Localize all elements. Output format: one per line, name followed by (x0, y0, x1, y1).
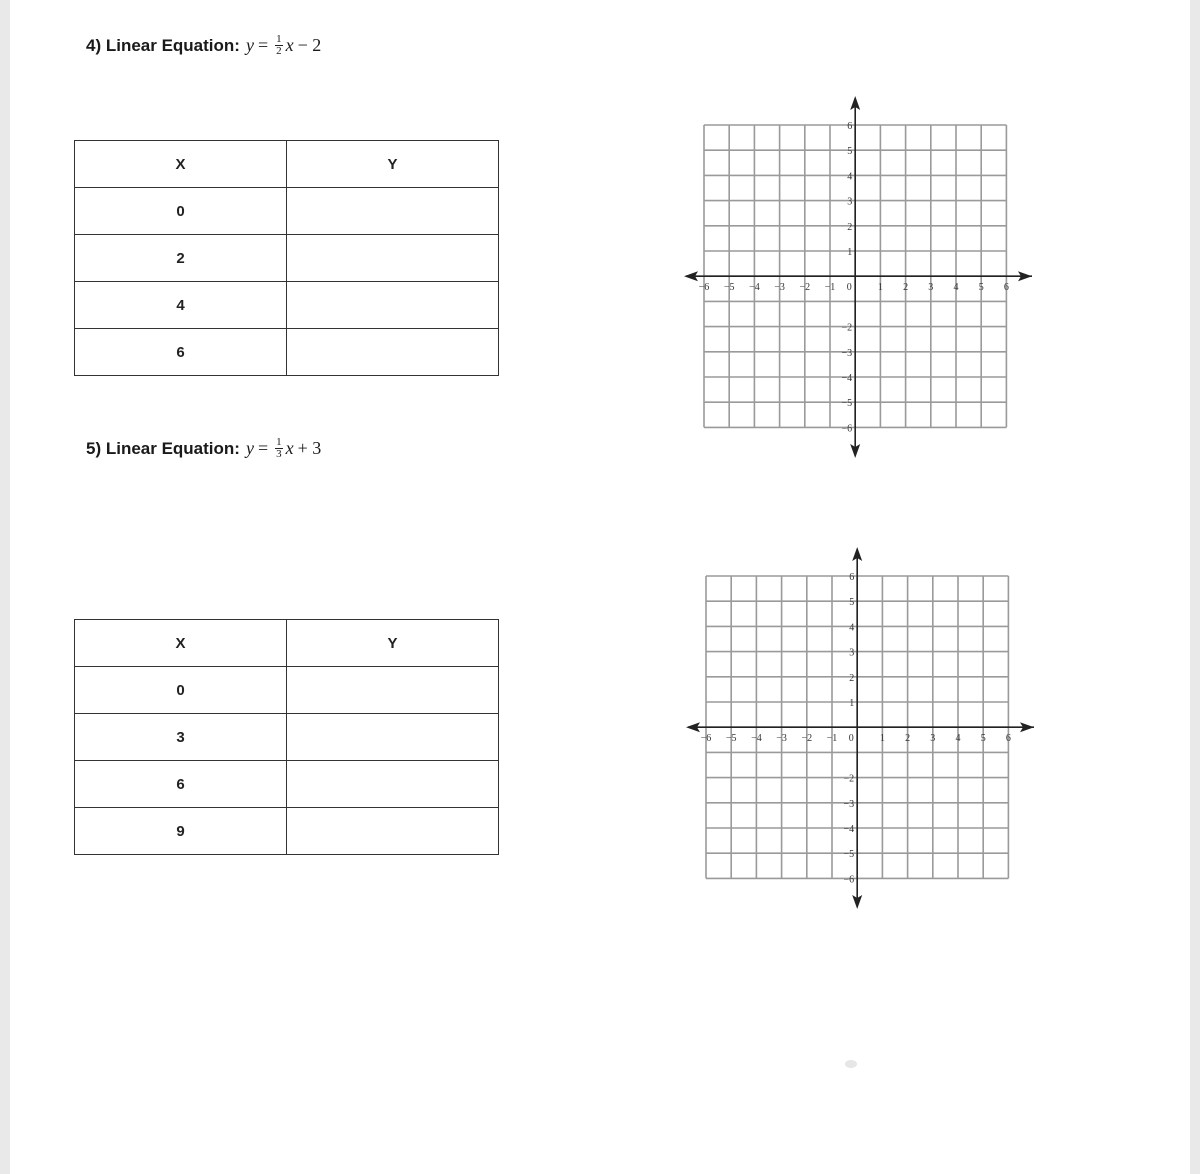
table-row (75, 282, 499, 329)
x-tick-label: −3 (774, 282, 785, 294)
worksheet-page (10, 0, 1190, 1174)
x-tick-label: 0 (848, 733, 854, 745)
x-tick-label: −6 (700, 733, 712, 745)
x-tick-label: 6 (1003, 282, 1009, 294)
problem-4-xy-table (74, 140, 499, 376)
x-column-header: X (75, 620, 287, 667)
y-answer-cell[interactable] (287, 808, 499, 855)
x-tick-label: 0 (846, 282, 852, 294)
y-tick-label: 6 (849, 572, 855, 583)
x-tick-label: −6 (698, 282, 710, 294)
x-value-cell: 4 (75, 282, 287, 329)
problem-5-equation (246, 437, 321, 460)
table-row (75, 329, 499, 376)
fraction-denominator: 3 (276, 448, 282, 460)
y-answer-cell[interactable] (287, 188, 499, 235)
equation-fraction (275, 437, 283, 460)
y-tick-label: −4 (841, 373, 853, 384)
y-column-header: Y (287, 141, 499, 188)
table-header-row (75, 620, 499, 667)
scan-smudge (845, 1060, 857, 1068)
x-tick-label: 2 (903, 282, 909, 294)
x-value-cell: 6 (75, 329, 287, 376)
y-answer-cell[interactable] (287, 235, 499, 282)
problem-5-heading (86, 437, 321, 460)
y-tick-label: −5 (843, 849, 855, 861)
y-tick-label: 1 (849, 698, 855, 709)
x-tick-label: 5 (978, 282, 984, 294)
equals-sign: = (257, 35, 269, 55)
equation-lhs: y (245, 438, 254, 458)
y-tick-label: 3 (849, 647, 855, 659)
y-tick-label: −3 (843, 798, 855, 810)
x-tick-label: 3 (928, 282, 934, 294)
y-tick-label: −3 (841, 347, 853, 359)
y-tick-label: −2 (841, 322, 853, 334)
y-tick-label: 4 (849, 622, 855, 634)
x-value-cell: 0 (75, 667, 287, 714)
y-tick-label: 5 (849, 597, 855, 609)
y-tick-label: 5 (847, 146, 853, 158)
y-tick-label: −6 (843, 874, 855, 886)
x-tick-label: 3 (930, 733, 936, 745)
x-tick-label: −4 (751, 733, 762, 745)
y-answer-cell[interactable] (287, 714, 499, 761)
x-tick-label: −1 (826, 733, 838, 745)
x-tick-label: −5 (725, 733, 737, 745)
table-row (75, 714, 499, 761)
x-value-cell: 6 (75, 761, 287, 808)
x-tick-label: 1 (879, 733, 885, 745)
y-tick-label: 1 (847, 247, 853, 258)
x-value-cell: 0 (75, 188, 287, 235)
table-header-row (75, 141, 499, 188)
equation-lhs: y (245, 35, 254, 55)
problem-4-label: 4) Linear Equation: (86, 35, 240, 55)
x-tick-label: −3 (776, 733, 787, 745)
x-tick-label: 4 (953, 282, 959, 294)
x-tick-label: −2 (799, 282, 811, 294)
equals-sign: = (257, 438, 269, 458)
table-row (75, 667, 499, 714)
fraction-numerator: 1 (276, 33, 282, 45)
y-tick-label: 6 (847, 121, 853, 132)
x-value-cell: 3 (75, 714, 287, 761)
x-value-cell: 2 (75, 235, 287, 282)
x-tick-label: 6 (1005, 733, 1011, 745)
problem-4-coordinate-grid[interactable] (670, 92, 1030, 460)
table-row (75, 235, 499, 282)
x-value-cell: 9 (75, 808, 287, 855)
table-row (75, 808, 499, 855)
equation-constant: + 3 (297, 438, 322, 458)
x-tick-label: −1 (824, 282, 836, 294)
problem-4-heading (86, 34, 321, 57)
equation-fraction (275, 34, 283, 57)
table-row (75, 761, 499, 808)
y-tick-label: 4 (847, 171, 853, 183)
y-tick-label: 2 (847, 221, 853, 233)
y-tick-label: −2 (843, 773, 855, 785)
y-answer-cell[interactable] (287, 329, 499, 376)
fraction-numerator: 1 (276, 436, 282, 448)
table-row (75, 188, 499, 235)
x-column-header: X (75, 141, 287, 188)
problem-5-label: 5) Linear Equation: (86, 438, 240, 458)
y-tick-label: −4 (843, 824, 855, 835)
equation-variable: x (285, 35, 294, 55)
x-tick-label: −4 (749, 282, 760, 294)
y-tick-label: −6 (841, 423, 853, 435)
y-answer-cell[interactable] (287, 761, 499, 808)
problem-4-equation (246, 34, 321, 57)
x-tick-label: 1 (877, 282, 883, 294)
y-tick-label: 2 (849, 672, 855, 684)
y-answer-cell[interactable] (287, 667, 499, 714)
problem-5-xy-table (74, 619, 499, 855)
y-column-header: Y (287, 620, 499, 667)
y-tick-label: 3 (847, 196, 853, 208)
y-answer-cell[interactable] (287, 282, 499, 329)
x-tick-label: −2 (801, 733, 813, 745)
x-tick-label: 5 (980, 733, 986, 745)
problem-5-coordinate-grid[interactable] (672, 543, 1032, 913)
y-tick-label: −5 (841, 398, 853, 410)
equation-variable: x (285, 438, 294, 458)
x-tick-label: 2 (905, 733, 911, 745)
x-tick-label: −5 (723, 282, 735, 294)
equation-constant: − 2 (297, 35, 322, 55)
fraction-denominator: 2 (276, 45, 282, 57)
x-tick-label: 4 (955, 733, 961, 745)
